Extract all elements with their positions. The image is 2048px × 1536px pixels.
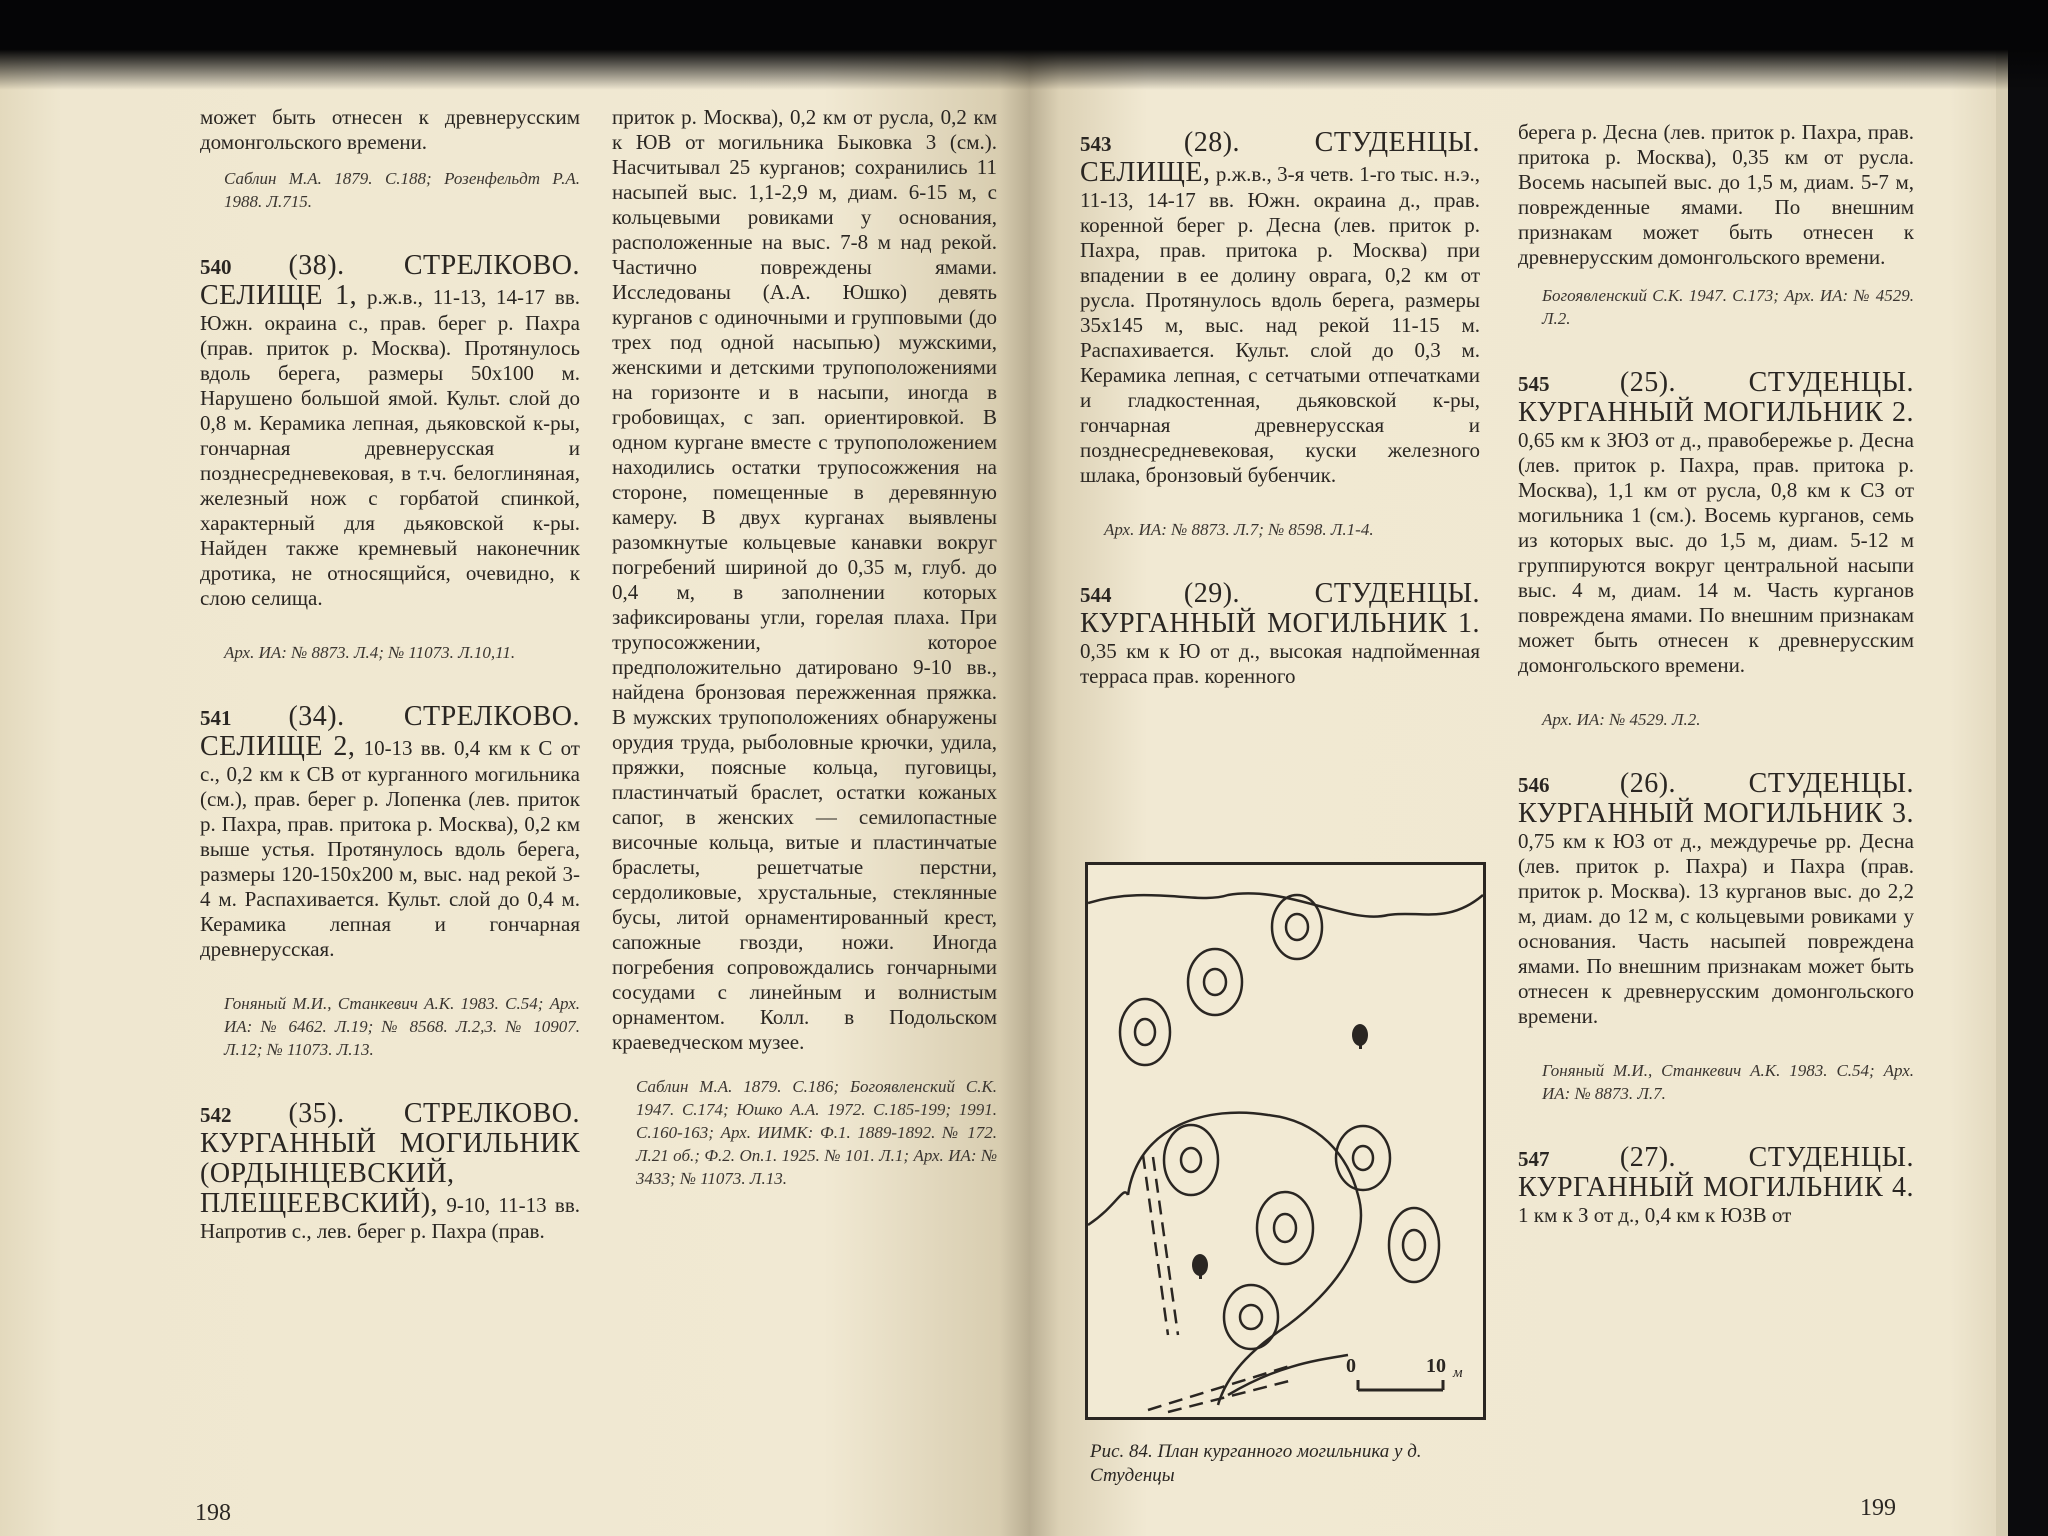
- entry-heading: (38). СТРЕЛКОВО. СЕЛИЩЕ 1,: [200, 250, 580, 311]
- entry-text: 0,65 км к ЗЮЗ от д., правобережье р. Десна (лев. приток р. Пахра, прав. притока р. Москва), 1,1 км от русла, 0,8 км к СЗ от могильника 1 (см.). Восемь курганов, семь из которых выс. до 1,5 м, диам. 5-12 м группируются вокруг центральной насыпи выс. 4 м, диам. 14 м. Часть курганов повреждена ямами. По внешним признакам может быть отнесен к древнерусским домонгольского времени.: [1518, 428, 1914, 677]
- scale-unit-label: м: [1453, 1365, 1463, 1381]
- entry-text: 0,75 км к ЮЗ от д., междуречье рр. Десна (лев. приток р. Пахра) и Пахра (прав. приток р. Москва). 13 курганов выс. до 2,2 м, диам. до 12 м, с кольцевыми ровиками у основания. Часть насыпей повреждена ямами. По внешним признакам может быть отнесен к древнерусским домонгольского времени.: [1518, 829, 1914, 1028]
- entry-text: р.ж.в., 3-я четв. 1-го тыс. н.э., 11-13, 14-17 вв. Южн. окраина д., прав. коренной берег р. Десна (лев. приток р. Пахра, прав. притока р. Москва) при впадении в ее долину оврага, 0,2 км от русла. Протянулось вдоль берега, размеры 35х145 м, выс. над рекой 11-15 м. Распахивается. Культ. слой до 0,3 м. Керамика лепная, с сетчатыми отпечатками и гладкостенная, дьяковской к-ры, гончарная древнерусская и позднесредневековая, куски железного шлака, бронзовый бубенчик.: [1080, 162, 1481, 487]
- track-line: [1228, 1355, 1348, 1395]
- entry-545: [1518, 368, 1914, 678]
- mound: [1120, 999, 1170, 1065]
- mound: [1164, 1125, 1218, 1195]
- entry-heading: (25). СТУДЕНЦЫ. КУРГАННЫЙ МОГИЛЬНИК 2.: [1518, 367, 1915, 428]
- mound: [1257, 1192, 1313, 1264]
- right-column-1: [1080, 128, 1480, 719]
- entry-heading: (26). СТУДЕНЦЫ. КУРГАННЫЙ МОГИЛЬНИК 3.: [1518, 768, 1915, 829]
- entry-540: [200, 251, 580, 611]
- entry-number: 545: [1518, 372, 1550, 396]
- mound-plan-figure: [1085, 862, 1486, 1420]
- entry-heading: (34). СТРЕЛКОВО. СЕЛИЩЕ 2,: [200, 701, 580, 762]
- road-dashed: [1143, 1155, 1178, 1335]
- entry-heading: (28). СТУДЕНЦЫ. СЕЛИЩЕ,: [1080, 127, 1481, 188]
- entry-number: 546: [1518, 773, 1550, 797]
- reference: Гоняный М.И., Станкевич А.К. 1983. С.54; Арх. ИА: № 6462. Л.19; № 8568. Л.2,3. № 10907. Л.12; № 11073. Л.13.: [224, 994, 580, 1059]
- reference: Саблин М.А. 1879. С.188; Розенфельдт Р.А. 1988. Л.715.: [224, 169, 580, 211]
- entry-text: р.ж.в., 11-13, 14-17 вв. Южн. окраина с., прав. берег р. Пахра (прав. приток р. Москва). Протянулось вдоль берега, размеры 50х100 м. Нарушено большой ямой. Культ. слой до 0,8 м. Керамика лепная, дьяковской к-ры, гончарная древнерусская и позднесредневековая, в т.ч. белоглиняная, железный нож с горбатой спинкой, характерный для дьяковской к-ры. Найден также кремневый наконечник дротика, не относящийся, очевидно, к слою селища.: [200, 285, 580, 610]
- entry-number: 541: [200, 706, 232, 730]
- entry-heading: (35). СТРЕЛКОВО. КУРГАННЫЙ МОГИЛЬНИК (ОРДЫНЦЕВСКИЙ, ПЛЕЩЕЕВСКИЙ),: [200, 1098, 580, 1219]
- reference: Арх. ИА: № 4529. Л.2.: [1542, 710, 1701, 729]
- mound: [1224, 1285, 1278, 1349]
- right-page: [1030, 0, 2008, 1536]
- entry-542: [200, 1099, 580, 1244]
- continuation-text: может быть отнесен к древнерусским домонгольского времени.: [200, 105, 580, 154]
- scale-ten-label: 10: [1426, 1355, 1446, 1377]
- entry-number: 543: [1080, 132, 1112, 156]
- entry-heading: (29). СТУДЕНЦЫ. КУРГАННЫЙ МОГИЛЬНИК 1.: [1080, 578, 1481, 639]
- entry-number: 542: [200, 1103, 232, 1127]
- entry-text: 0,35 км к Ю от д., высокая надпойменная терраса прав. коренного: [1080, 639, 1480, 688]
- reference: Богоявленский С.К. 1947. С.173; Арх. ИА: № 4529. Л.2.: [1542, 286, 1914, 328]
- entry-546: [1518, 769, 1914, 1029]
- mound: [1389, 1208, 1439, 1282]
- reference: Саблин М.А. 1879. С.186; Богоявленский С.К. 1947. С.174; Юшко А.А. 1972. С.185-199; 1991. С.160-163; Арх. ИИМК: Ф.1. 1889-1892. № 172. Л.21 об.; Ф.2. Оп.1. 1925. № 101. Л.1; Арх. ИА: № 3433; № 11073. Л.13.: [636, 1077, 997, 1188]
- page-number: 198: [195, 1500, 231, 1526]
- mound-plan-drawing: [1088, 865, 1483, 1417]
- entry-number: 544: [1080, 583, 1112, 607]
- reference: Арх. ИА: № 8873. Л.7; № 8598. Л.1-4.: [1104, 520, 1374, 539]
- reference: Арх. ИА: № 8873. Л.4; № 11073. Л.10,11.: [224, 643, 516, 662]
- mound: [1272, 895, 1322, 959]
- reference: Гоняный М.И., Станкевич А.К. 1983. С.54; Арх. ИА: № 8873. Л.7.: [1542, 1061, 1914, 1103]
- entry-text: 9-10, 11-13 вв. Напротив с., лев. берег р. Пахра (прав.: [200, 1193, 580, 1243]
- entry-number: 547: [1518, 1147, 1550, 1171]
- entry-text: 1 км к З от д., 0,4 км к ЮЗВ от: [1518, 1203, 1792, 1227]
- scale-bar: [1358, 1380, 1443, 1390]
- continuation-text: берега р. Десна (лев. приток р. Пахра, прав. притока р. Москва), 0,35 км от русла. Восемь насыпей выс. до 1,5 м, диам. 5-7 м, поврежденные ямами. По внешним признакам может быть отнесен к древнерусским домонгольского времени.: [1518, 120, 1914, 269]
- figure-caption: Рис. 84. План курганного могильника у д. Студенцы: [1090, 1441, 1422, 1486]
- mound: [1336, 1126, 1390, 1190]
- page-number: 199: [1860, 1495, 1896, 1521]
- scale-zero-label: 0: [1346, 1355, 1356, 1377]
- entry-number: 540: [200, 255, 232, 279]
- left-column-1: [200, 105, 580, 1274]
- mound: [1188, 949, 1242, 1015]
- entry-542-continuation: приток р. Москва), 0,2 км от русла, 0,2 км к ЮВ от могильника Быковка 3 (см.). Насчитывал 25 курганов; сохранились 11 насыпей выс. 1,1-2,9 м, диам. 6-15 м, с кольцевыми ровиками у основания, расположенные на выс. 7-8 м над рекой. Частично повреждены ямами. Исследованы (А.А. Юшко) девять курганов с одиночными и групповыми (до трех под одной насыпью) мужскими, женскими и детскими трупоположениями на горизонте и в насыпи, иногда в гробовищах, с зап. ориентировкой. В одном кургане вместе с трупоположением находились остатки трупосожжения на стороне, помещенные в деревянную камеру. В двух курганах выявлены разомкнутые кольцевые канавки вокруг погребений шириной до 0,35 м, глуб. до 0,4 м, в заполнении которых зафиксированы угли, горелая плаха. При трупосожжении, которое предположительно датировано 9-10 вв., найдена бронзовая пережженная пряжка. В мужских трупоположениях обнаружены орудия труда, рыболовные крючки, удила, пряжки, поясные кольца, пуговицы, пластинчатый браслет, остатки кожаных сапог, в женских — семилопастные височные кольца, витые и пластинчатые браслеты, решетчатые перстни, сердоликовые, хрустальные, стеклянные бусы, литой орнаментированный крест, сапожные гвозди, ножи. Иногда погребения сопровождались гончарными сосудами с линейным и волнистым орнаментом. Колл. в Подольском краеведческом музее.: [612, 105, 997, 1054]
- entry-547: [1518, 1143, 1914, 1228]
- entry-544: [1080, 579, 1480, 689]
- entry-541: [200, 702, 580, 962]
- right-column-2: [1518, 120, 1914, 1258]
- terrace-edge-line: [1088, 893, 1483, 916]
- entry-heading: (27). СТУДЕНЦЫ. КУРГАННЫЙ МОГИЛЬНИК 4.: [1518, 1142, 1915, 1203]
- left-column-2: [612, 105, 997, 1228]
- entry-text: 10-13 вв. 0,4 км к С от с., 0,2 км к СВ от курганного могильника (см.), прав. берег р. Лопенка (лев. приток р. Пахра, прав. притока р. Москва), 0,2 км выше устья. Протянулось вдоль берега, размеры 120-150х200 м, выс. над рекой 3-4 м. Распахивается. Культ. слой до 0,4 м. Керамика лепная и гончарная древнерусская.: [200, 736, 580, 961]
- entry-543: [1080, 128, 1480, 488]
